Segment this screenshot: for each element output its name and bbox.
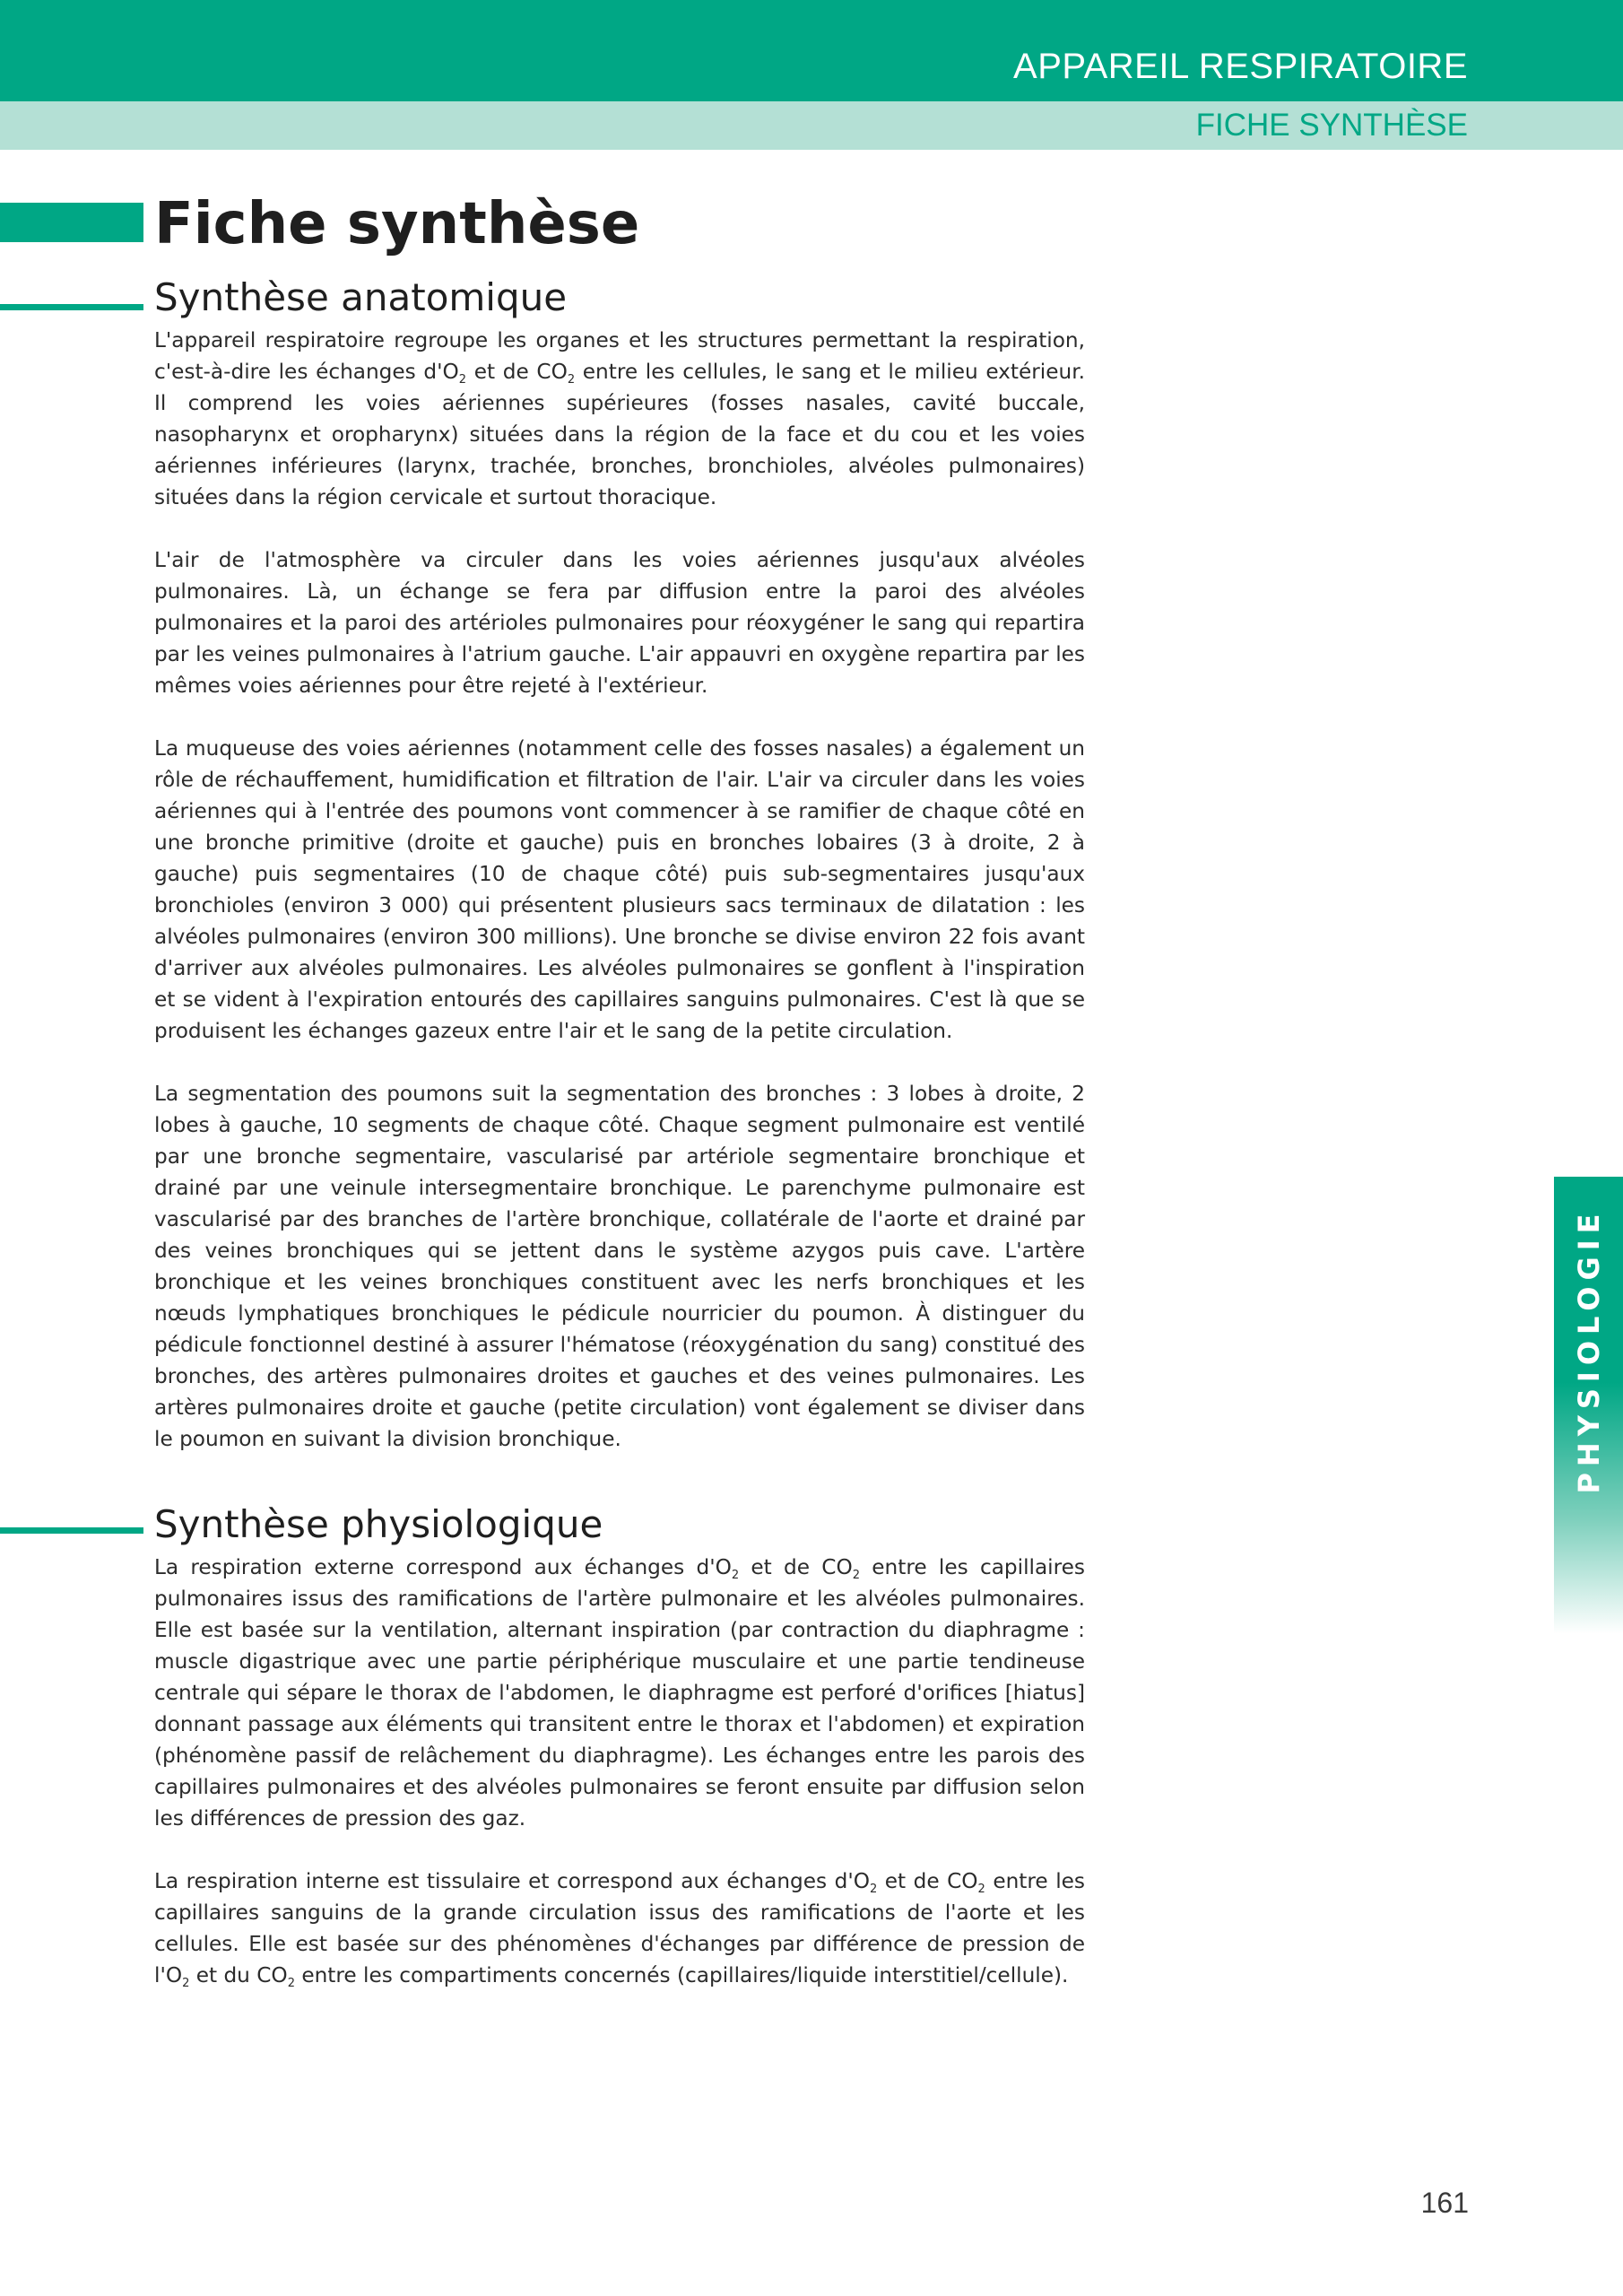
paragraph: La respiration interne est tissulaire et correspond aux échanges $d'O_2$ et de $CO_2$ entre les capillaires sanguins de la grande circulation issus des ramifications de l'aorte et les cellules. Elle est basée sur des phénomènes d'échanges par différence de pression de $l'O_2$ et du $CO_2$ entre les compartiments concernés (capillaires/liquide interstitiel/cellule). [154, 1869, 1085, 1990]
paragraph: La muqueuse des voies aériennes (notamment celle des fosses nasales) a également un rôle de réchauffement, humidification et filtration de l'air. L'air va circuler dans les voies aériennes qui à l'entrée des poumons vont commencer à se ramifier de chaque côté en une bronche primitive (droite et gauche) puis en bronches lobaires (3 à droite, 2 à gauche) puis segmentaires (10 de chaque côté) puis sub-segmentaires jusqu'aux bronchioles (environ 3 000) qui présentent plusieurs sacs terminaux de dilatation : les alvéoles pulmonaires (environ 300 millions). Une bronche se divise environ 22 fois avant d'arriver aux alvéoles pulmonaires. Les alvéoles pulmonaires se gonflent à l'inspiration et se vident à l'expiration entourés des capillaires sanguins pulmonaires. C'est là que se produisent les échanges gazeux entre l'air et le sang de la petite circulation. [154, 736, 1085, 1043]
page-number: 161 [1420, 2187, 1469, 2219]
main-content [154, 187, 1085, 1991]
page-title: Fiche synthèse [154, 191, 640, 257]
section-title-anatomy: Synthèse anatomique [154, 275, 568, 319]
section-accent-line [0, 1527, 143, 1534]
paragraph: La respiration externe correspond aux échanges $d'O_2$ et de $CO_2$ entre les capillaires pulmonaires issus des ramifications de l'artère pulmonaire et les alvéoles pulmonaires. Elle est basée sur la ventilation, alternant inspiration (par contraction du diaphragme : muscle digastrique avec une partie périphérique musculaire et une partie tendineuse centrale qui sépare le thorax de l'abdomen, le diaphragme est perforé d'orifices [hiatus] donnant passage aux éléments qui transitent entre le thorax et l'abdomen) et expiration (phénomène passif de relâchement du diaphragme). Les échanges entre les parois des capillaires pulmonaires et des alvéoles pulmonaires se feront ensuite par diffusion selon les différences de pression des gaz. [154, 1555, 1085, 1831]
paragraph: La segmentation des poumons suit la segmentation des bronches : 3 lobes à droite, 2 lobes à gauche, 10 segments de chaque côté. Chaque segment pulmonaire est ventilé par une bronche segmentaire, vascularisé par artériole segmentaire bronchique et drainé par une veinule intersegmentaire bronchique. Le parenchyme pulmonaire est vascularisé par des branches de l'artère bronchique, collatérale de l'aorte et drainé par des veines bronchiques qui se jettent dans le système azygos puis cave. L'artère bronchique et les veines bronchiques constituent avec les nerfs bronchiques et les nœuds lymphatiques bronchiques le pédicule nourricier du poumon. À distinguer du pédicule fonctionnel destiné à assurer l'hématose (réoxygénation du sang) constitué des bronches, des artères pulmonaires droites et gauches et des veines pulmonaires. Les artères pulmonaires droite et gauche (petite circulation) vont également se diviser dans le poumon en suivant la division bronchique. [154, 1082, 1085, 1451]
section-accent-line [0, 304, 143, 310]
section-subtitle: FICHE SYNTHÈSE [1195, 108, 1468, 143]
section-title-physiology: Synthèse physiologique [154, 1502, 603, 1546]
side-tab-physiologie [1554, 1177, 1623, 1634]
paragraph: L'appareil respiratoire regroupe les organes et les structures permettant la respiration, c'est-à-dire les échanges $d'O_2$ et de $CO_2$ entre les cellules, le sang et le milieu extérieur. Il comprend les voies aériennes supérieures (fosses nasales, cavité buccale, nasopharynx et oropharynx) situées dans la région de la face et du cou et les voies aériennes inférieures (larynx, trachée, bronches, bronchioles, alvéoles pulmonaires) situées dans la région cervicale et surtout thoracique. [154, 328, 1085, 509]
chapter-title: APPAREIL RESPIRATOIRE [1013, 47, 1468, 86]
side-tab-label: PHYSIOLOGIE [1571, 1207, 1606, 1494]
paragraph: L'air de l'atmosphère va circuler dans les voies aériennes jusqu'aux alvéoles pulmonaires. Là, un échange se fera par diffusion entre la paroi des alvéoles pulmonaires et la paroi des artérioles pulmonaires pour réoxygéner le sang qui repartira par les veines pulmonaires à l'atrium gauche. L'air appauvri en oxygène repartira par les mêmes voies aériennes pour être rejeté à l'extérieur. [154, 548, 1085, 698]
title-accent-bar [0, 203, 143, 242]
